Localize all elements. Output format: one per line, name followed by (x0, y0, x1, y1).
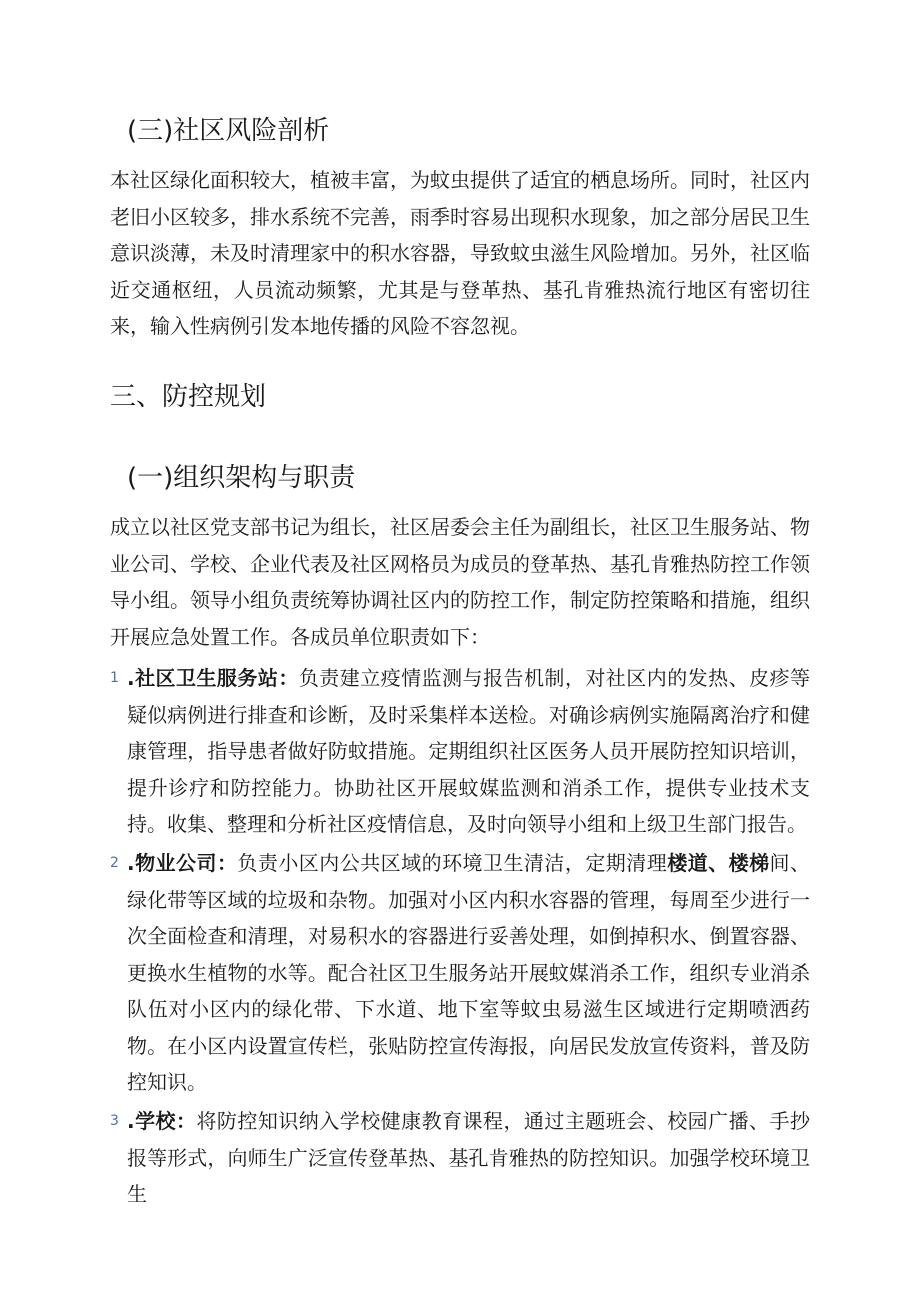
list-item-number: 2 (110, 855, 119, 871)
list-item-text: 间、绿化带等区域的垃圾和杂物。加强对小区内积水容器的管理，每周至少进行一次全面检查和清理，对易积水的容器进行妥善处理，如倒掉积水、倒置容器、更换水生植物的水等。配合社区卫生服务站开展蚊媒消杀工作，组织专业消杀队伍对小区内的绿化带、下水道、地下室等蚊虫易滋生区域进行定期喷洒药物。在小区内设置宣传栏，张贴防控宣传海报，向居民发放宣传资料，普及防控知识。 (127, 851, 811, 1094)
list-item-number: 1 (110, 670, 119, 686)
list-item-school (110, 1103, 810, 1213)
paragraph-risk-analysis: 本社区绿化面积较大，植被丰富，为蚊虫提供了适宜的栖息场所。同时，社区内老旧小区较多，排水系统不完善，雨季时容易出现积水现象，加之部分居民卫生意识淡薄，未及时清理家中的积水容器，导致蚊虫滋生风险增加。另外，社区临近交通枢纽，人员流动频繁，尤其是与登革热、基孔肯雅热流行地区有密切往来，输入性病例引发本地传播的风险不容忽视。 (110, 168, 810, 338)
heading-prevention-plan: 三、防控规划 (110, 382, 267, 412)
heading-organization: (一)组织架构与职责 (127, 463, 356, 493)
list-item-term: .社区卫生服务站 (127, 666, 279, 690)
paragraph-organization: 成立以社区党支部书记为组长，社区居委会主任为副组长，社区卫生服务站、物业公司、学校、企业代表及社区网格员为成员的登革热、基孔肯雅热防控工作领导小组。领导小组负责统筹协调社区内的防控工作，制定防控策略和措施，组织开展应急处置工作。各成员单位职责如下： (110, 515, 810, 649)
list-item-body (127, 845, 810, 1101)
list-item-term: .学校 (127, 1109, 176, 1133)
list-item-number: 3 (110, 1113, 119, 1129)
list-item-text: 负责建立疫情监测与报告机制，对社区内的发热、皮疹等疑似病例进行排查和诊断，及时采集样本送检。对确诊病例实施隔离治疗和健康管理，指导患者做好防蚊措施。定期组织社区医务人员开展防控知识培训，提升诊疗和防控能力。协助社区开展蚊媒监测和消杀工作，提供专业技术支持。收集、整理和分析社区疫情信息，及时向领导小组和上级卫生部门报告。 (127, 666, 811, 836)
list-item-text: 负责小区内公共区域的环境卫生清洁，定期清理 (237, 851, 668, 875)
list-item-text: 将防控知识纳入学校健康教育课程，通过主题班会、校园广播、手抄报等形式，向师生广泛宣传登革热、基孔肯雅热的防控知识。加强学校环境卫生 (127, 1109, 810, 1206)
list-item-emphasis: 楼道、楼梯 (667, 851, 770, 875)
list-item-separator: ： (278, 666, 299, 690)
list-item-body (127, 1103, 810, 1213)
list-item-separator: ： (216, 851, 238, 875)
list-item-body (127, 660, 810, 843)
list-item-term: .物业公司 (127, 851, 217, 875)
list-item-separator: ： (176, 1109, 197, 1133)
list-item-property-company (110, 845, 810, 1101)
heading-risk-analysis: (三)社区风险剖析 (127, 116, 330, 146)
list-item-health-station (110, 660, 810, 843)
